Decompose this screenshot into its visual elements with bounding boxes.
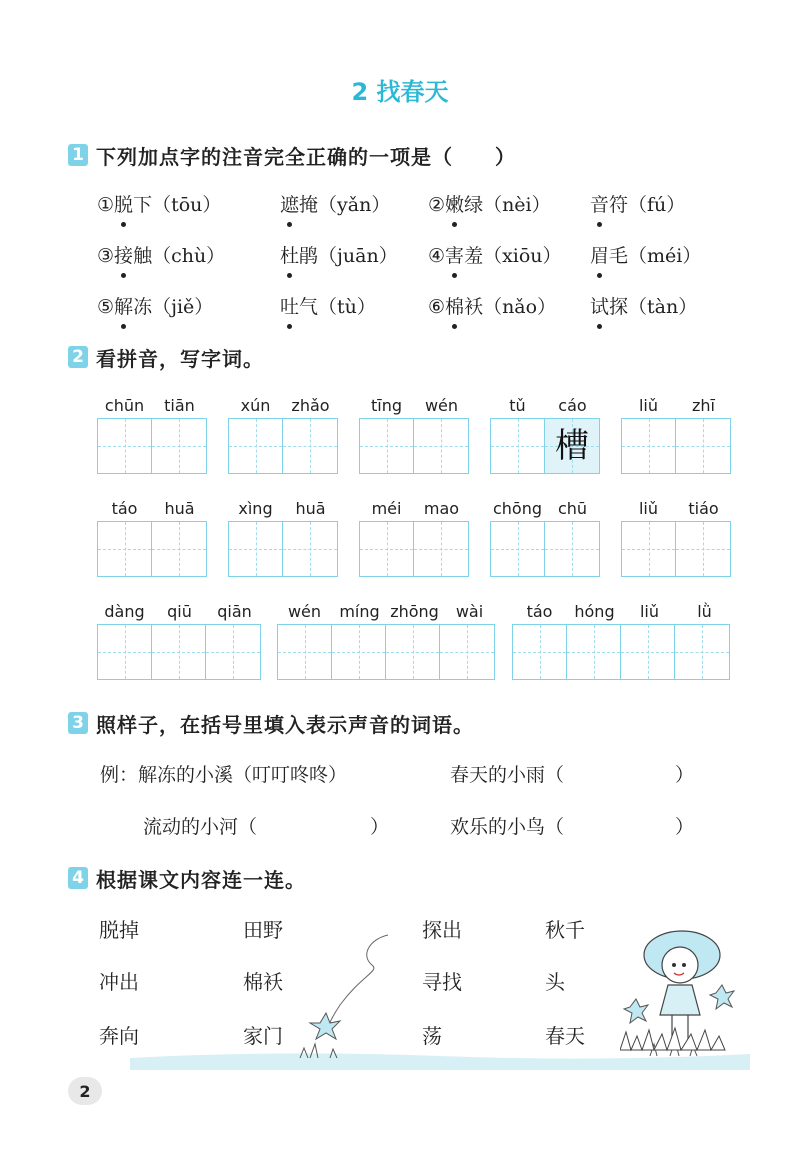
option-4[interactable] [590,190,685,217]
pinyin-label: zhī [692,396,715,415]
match-word[interactable]: 脱掉 [99,918,139,942]
question-4-header [68,865,306,891]
writing-cell[interactable] [278,625,332,679]
writing-grid [359,521,469,577]
writing-cell[interactable] [360,419,414,473]
pinyin-label: míng [339,602,380,621]
question-number: 4 [68,867,88,889]
question-text: 根据课文内容连一连。 [96,867,306,892]
writing-cell[interactable] [622,522,676,576]
example-line: 例：解冻的小溪（叮叮咚咚） [100,764,348,786]
dotted-char: 杜 [280,241,299,268]
writing-grid [621,521,731,577]
writing-cell[interactable] [491,522,545,576]
page-number: 2 [68,1077,102,1105]
match-word[interactable]: 探出 [422,918,462,942]
writing-cell[interactable] [676,419,730,473]
dotted-char: 解 [114,292,133,319]
writing-cell[interactable] [229,419,283,473]
match-word[interactable]: 寻找 [422,970,462,994]
pinyin-label: xún [240,396,271,415]
page-title: 2 找春天 [351,78,449,106]
question-3-header [68,710,474,736]
option-12[interactable] [590,292,697,319]
option-rest: 毛（méi） [609,245,702,267]
option-rest: 袄（nǎo） [464,296,557,318]
question-number: 1 [68,144,88,166]
fill-item-rain[interactable] [450,760,564,787]
option-number: ② [428,194,446,216]
dotted-char: 遮 [280,190,299,217]
pinyin-label: wài [455,602,484,621]
pinyin-label: chōng [492,499,543,518]
pinyin-label: cáo [558,396,587,415]
match-word[interactable]: 头 [545,970,565,994]
pinyin-label: wén [287,602,322,621]
option-number: ① [97,194,115,216]
option-6[interactable] [280,241,398,268]
question-text: 照样子，在括号里填入表示声音的词语。 [96,712,474,737]
writing-grid [228,418,338,474]
writing-cell[interactable] [545,522,599,576]
writing-cell[interactable] [567,625,621,679]
writing-grid [512,624,730,680]
pinyin-label: hóng [574,602,615,621]
writing-cell[interactable] [206,625,260,679]
pinyin-label: huā [164,499,195,518]
writing-grid [621,418,731,474]
option-1[interactable] [97,190,221,217]
pinyin-label: tiáo [688,499,719,518]
bracket-close: ） [370,816,390,838]
writing-grid [277,624,495,680]
writing-grid [490,418,600,474]
writing-grid [490,521,600,577]
pinyin-label: méi [371,499,402,518]
pinyin-label: chūn [104,396,145,415]
writing-grid [97,418,207,474]
pinyin-label: tiān [164,396,195,415]
writing-grid [97,624,261,680]
writing-cell[interactable] [440,625,494,679]
option-number: ⑤ [97,296,115,318]
option-rest: 羞（xiōu） [464,245,562,267]
writing-cell[interactable] [414,522,468,576]
fill-item-label: 欢乐的小鸟（ [450,816,565,838]
option-5[interactable] [97,241,225,268]
pinyin-label: mao [423,499,460,518]
option-7[interactable] [428,241,562,268]
question-number: 3 [68,712,88,734]
match-word[interactable]: 棉袄 [243,970,283,994]
dotted-char: 音 [590,190,609,217]
question-text: 看拼音，写字词。 [96,346,264,371]
bracket-close: ） [675,764,695,786]
pinyin-label: tǔ [509,396,526,415]
dotted-char: 接 [114,241,133,268]
writing-cell[interactable] [676,522,730,576]
dotted-char: 脱 [114,190,133,217]
question-number: 2 [68,346,88,368]
writing-cell[interactable] [283,419,337,473]
match-word[interactable]: 奔向 [99,1024,139,1048]
dotted-char: 吐 [280,292,299,319]
option-2[interactable] [280,190,390,217]
option-rest: 下（tōu） [133,194,222,216]
pinyin-label: tīng [370,396,402,415]
question-text: 下列加点字的注音完全正确的一项是（ ） [96,144,516,169]
option-10[interactable] [280,292,376,319]
option-3[interactable] [428,190,551,217]
pinyin-label: zhǎo [291,396,330,415]
written-char: 槽 [555,426,589,466]
option-rest: 触（chù） [133,245,226,267]
match-word[interactable]: 家门 [243,1024,283,1048]
writing-cell[interactable] [675,625,729,679]
fill-item-river[interactable] [143,812,257,839]
writing-cell[interactable] [98,522,152,576]
writing-grid [228,521,338,577]
writing-cell[interactable] [621,625,675,679]
pinyin-label: qiān [217,602,252,621]
writing-cell[interactable] [229,522,283,576]
girl-illustration-icon [620,915,750,1055]
writing-grid [359,418,469,474]
writing-grid [97,521,207,577]
pinyin-label: wén [424,396,459,415]
writing-cell[interactable] [152,419,206,473]
dotted-char: 嫩 [445,190,464,217]
pinyin-label: dàng [104,602,145,621]
option-number: ④ [428,245,446,267]
option-number: ③ [97,245,115,267]
option-rest: 鹃（juān） [299,245,398,267]
option-rest: 探（tàn） [609,296,698,318]
question-1-header [68,142,516,168]
option-8[interactable] [590,241,701,268]
option-rest: 掩（yǎn） [299,194,391,216]
option-rest: 符（fú） [609,194,686,216]
option-11[interactable] [428,292,556,319]
dotted-char: 棉 [445,292,464,319]
pinyin-label: chū [557,499,588,518]
pinyin-label: qiū [167,602,192,621]
pinyin-label: liǔ [638,499,659,518]
writing-cell[interactable] [491,419,545,473]
pinyin-label: xìng [238,499,273,518]
dotted-char: 害 [445,241,464,268]
option-rest: 绿（nèi） [464,194,551,216]
pinyin-label: liǔ [638,396,659,415]
pinyin-label: huā [295,499,326,518]
dotted-char: 试 [590,292,609,319]
bracket-close: ） [675,816,695,838]
writing-cell[interactable] [152,522,206,576]
writing-cell[interactable] [622,419,676,473]
dotted-char: 眉 [590,241,609,268]
option-number: ⑥ [428,296,446,318]
pinyin-label: lǜ [697,602,712,621]
pinyin-label: liǔ [639,602,660,621]
match-word[interactable]: 春天 [545,1024,585,1048]
fill-item-bird[interactable] [450,812,564,839]
match-word[interactable]: 冲出 [99,970,139,994]
writing-cell[interactable] [283,522,337,576]
fill-item-label: 春天的小雨（ [450,764,565,786]
writing-cell[interactable] [152,625,206,679]
writing-cell[interactable] [386,625,440,679]
option-rest: 冻（jiě） [133,296,214,318]
option-rest: 气（tù） [299,296,376,318]
fill-item-label: 流动的小河（ [143,816,258,838]
option-9[interactable] [97,292,213,319]
match-word[interactable]: 荡 [422,1024,442,1048]
match-word[interactable]: 秋千 [545,918,585,942]
writing-cell[interactable] [98,625,152,679]
writing-cell[interactable] [360,522,414,576]
pinyin-label: zhōng [390,602,439,621]
match-word[interactable]: 田野 [243,918,283,942]
writing-cell[interactable] [545,419,599,473]
pinyin-label: táo [111,499,138,518]
writing-cell[interactable] [414,419,468,473]
writing-cell[interactable] [98,419,152,473]
writing-cell[interactable] [513,625,567,679]
writing-cell[interactable] [332,625,386,679]
pinyin-label: táo [526,602,553,621]
question-2-header [68,344,264,370]
